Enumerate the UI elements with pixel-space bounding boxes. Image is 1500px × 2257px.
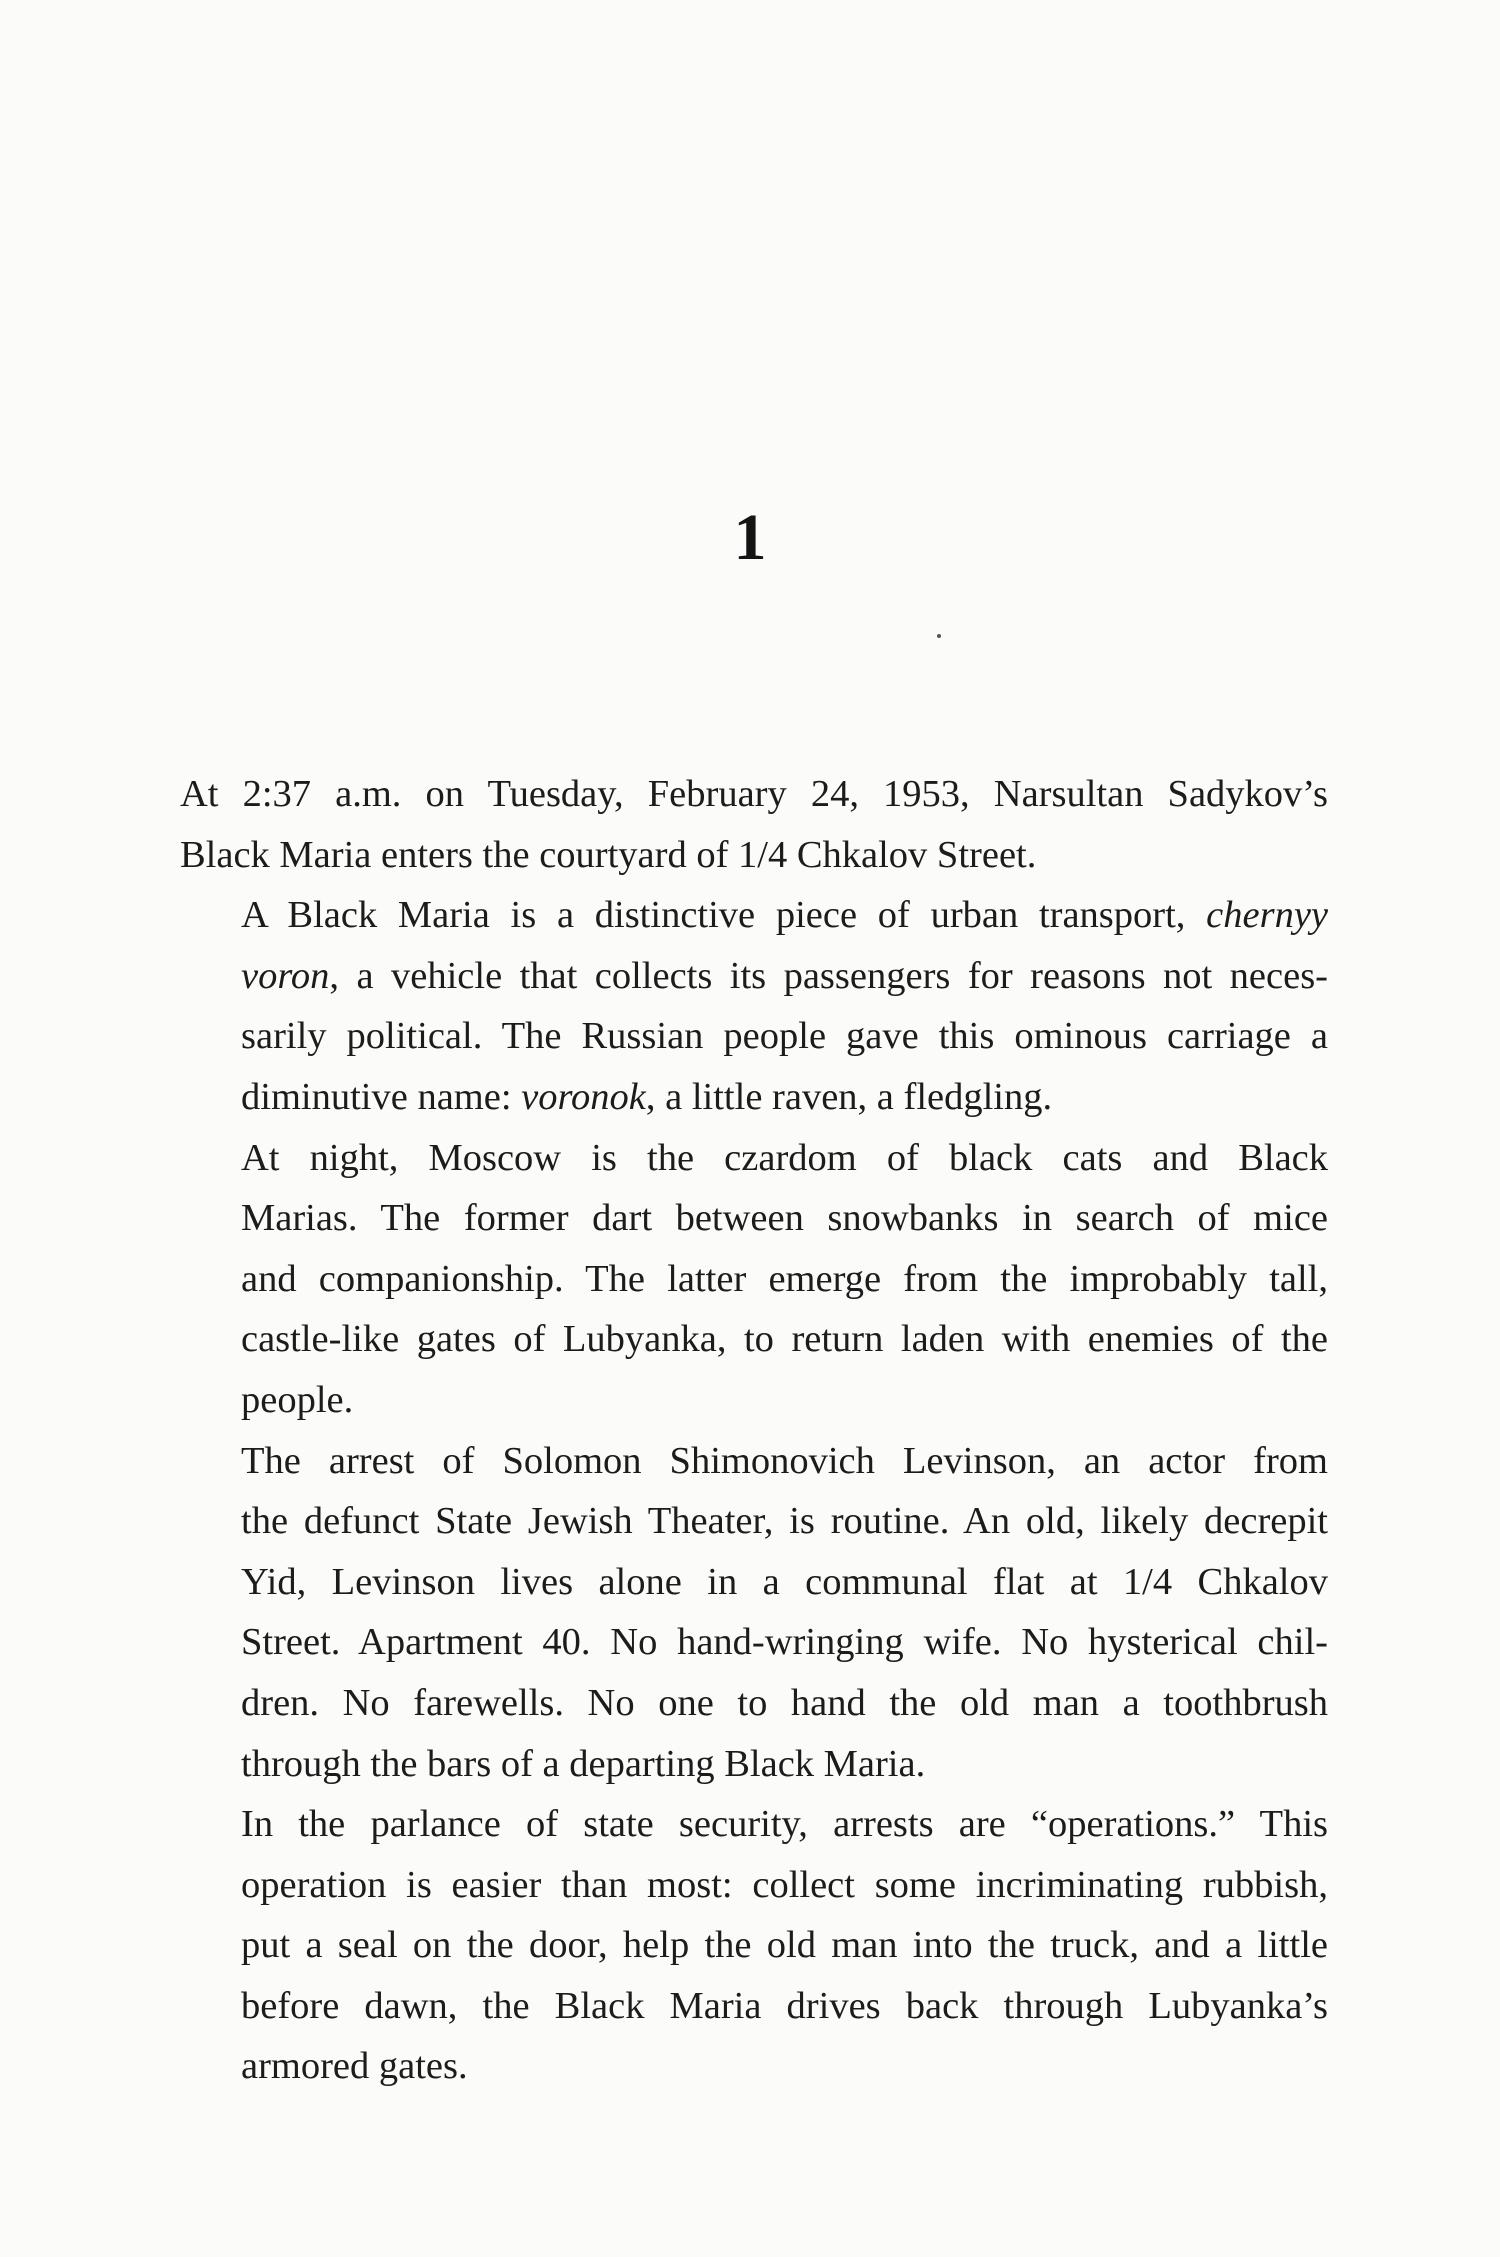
paragraph — [180, 1431, 1328, 1795]
text-line: through the bars of a departing Black Maria. — [241, 1742, 926, 1785]
text-line: dren. No farewells. No one to hand the old man a toothbrush — [241, 1681, 1328, 1724]
text-line: sarily political. The Russian people gave this ominous carriage a — [241, 1015, 1328, 1058]
paragraph — [180, 1794, 1328, 2097]
italic-term: chernyy — [1206, 894, 1328, 937]
text-line: castle-like gates of Lubyanka, to return laden with enemies of the — [241, 1318, 1328, 1361]
text-line: At 2:37 a.m. on Tuesday, February 24, 1953, Narsultan Sadykov’s — [180, 773, 1328, 815]
chapter-number: 1 — [733, 501, 767, 574]
text-line: Yid, Levinson lives alone in a communal flat at 1/4 Chkalov — [241, 1560, 1328, 1603]
text-line: In the parlance of state security, arrests are “operations.” This — [241, 1803, 1328, 1846]
text-line: A Black Maria is a distinctive piece of urban transport, chernyy — [241, 894, 1328, 937]
italic-term: voronok — [521, 1075, 646, 1118]
paragraph — [180, 1128, 1328, 1431]
paragraph — [180, 764, 1328, 885]
text-line: and companionship. The latter emerge from the improbably tall, — [241, 1257, 1328, 1300]
text-line: people. — [241, 1378, 354, 1421]
text-line: Black Maria enters the courtyard of 1/4 Chkalov Street. — [180, 833, 1037, 876]
text-line: The arrest of Solomon Shimonovich Levinson, an actor from — [241, 1439, 1328, 1482]
chapter-body — [180, 764, 1328, 2097]
text-line: the defunct State Jewish Theater, is routine. An old, likely decrepit — [241, 1500, 1328, 1543]
paragraph — [180, 885, 1328, 1127]
text-line: diminutive name: voronok, a little raven, a fledgling. — [241, 1075, 1053, 1118]
scan-speck — [937, 634, 941, 638]
text-line: before dawn, the Black Maria drives back through Lubyanka’s — [241, 1984, 1328, 2027]
text-line: Marias. The former dart between snowbanks in search of mice — [241, 1197, 1328, 1240]
text-line: put a seal on the door, help the old man into the truck, and a little — [241, 1924, 1328, 1967]
text-line: voron, a vehicle that collects its passengers for reasons not neces- — [241, 954, 1328, 997]
italic-term: voron — [241, 954, 330, 997]
text-line: operation is easier than most: collect some incriminating rubbish, — [241, 1863, 1328, 1906]
text-line: At night, Moscow is the czardom of black cats and Black — [241, 1136, 1328, 1179]
text-line: Street. Apartment 40. No hand-wringing wife. No hysterical chil- — [241, 1621, 1328, 1664]
text-line: armored gates. — [241, 2045, 468, 2088]
